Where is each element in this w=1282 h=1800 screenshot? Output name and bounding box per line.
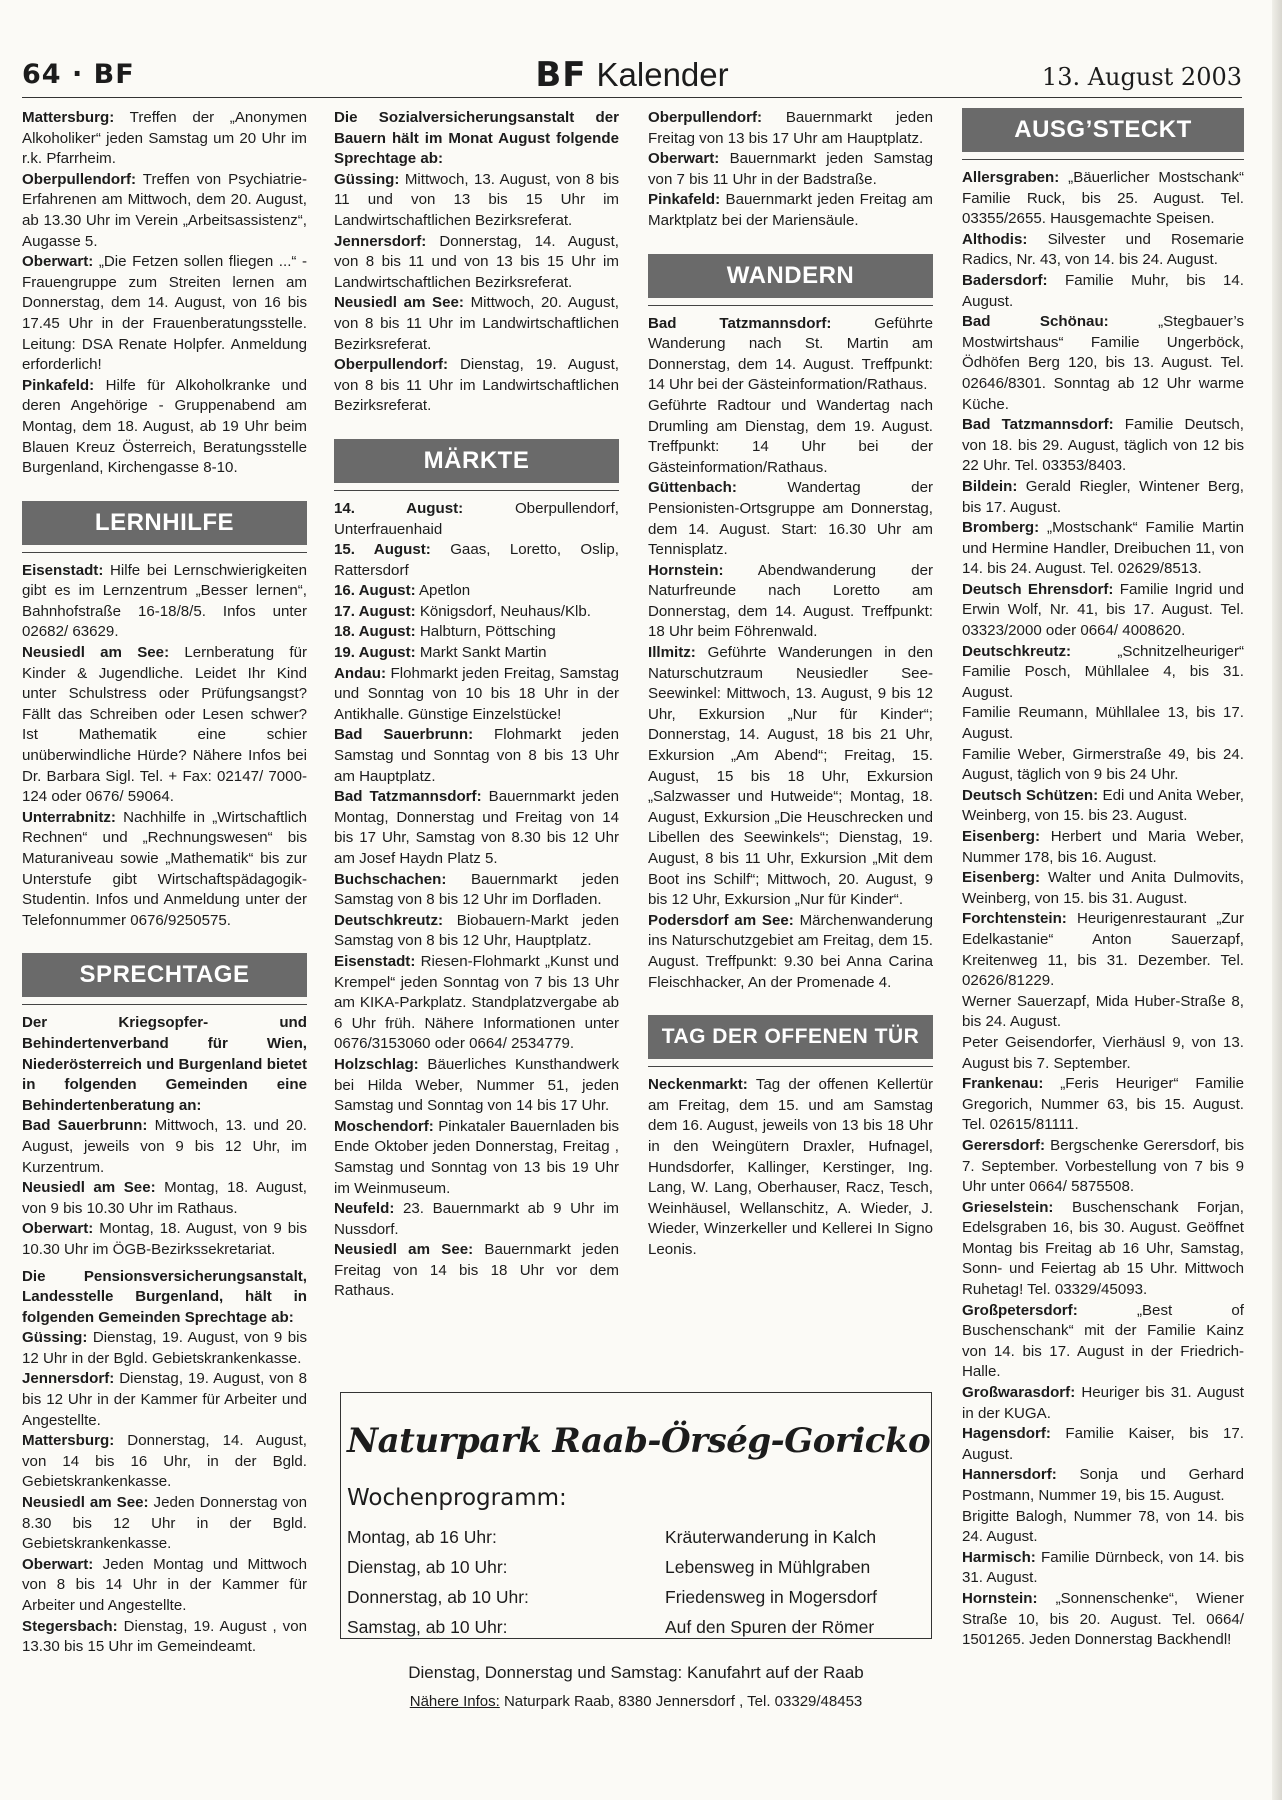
entry	[334, 1240, 619, 1302]
entry-text: „Mostschank“ Familie Martin und Hermine Handler, Dreibuchen 11, von 14. bis 24. August. Tel. 02629/8513.	[962, 519, 1244, 578]
entry-place: Bad Tatzmannsdorf:	[334, 788, 482, 806]
entry-place: Deutschkreutz:	[962, 642, 1072, 660]
entry	[334, 1055, 619, 1117]
section-wandern	[648, 254, 933, 994]
entry-text: Nachhilfe in „Wirtschaftlich Rechnen“ und „Rechnungswesen“ bis Maturaniveau sowie „Mathematik“ bis zur Unterstufe gibt Wirtschaftspädagogik-Studentin. Infos und Anmeldung unter der Telefonnummer 0676/9250575.	[22, 808, 307, 929]
svb-intro: Die Sozialversicherungsanstalt der Bauern hält im Monat August folgende Sprechtage ab:	[334, 109, 619, 168]
entry	[648, 396, 933, 478]
entry-text: Donnerstag, 14. August, von 14 bis 16 Uhr, in der Bgld. Gebietskrankenkasse.	[22, 1432, 307, 1491]
entry-place: 18. August:	[334, 623, 416, 641]
entry-place: Eisenberg:	[962, 828, 1041, 845]
entry-text: Jeden Donnerstag von 8.30 bis 12 Uhr in der Bgld. Gebietskrankenkasse.	[22, 1494, 308, 1553]
entry-place: Bad Sauerbrunn:	[22, 1117, 148, 1135]
entry-place: Bad Schönau:	[962, 313, 1109, 331]
entry	[334, 232, 619, 294]
entry	[334, 622, 619, 643]
entry	[648, 478, 933, 560]
entry	[962, 1074, 1244, 1136]
entry-place: Jennersdorf:	[22, 1370, 115, 1388]
entry	[334, 602, 619, 623]
entry-place: Moschendorf:	[334, 1117, 434, 1135]
page-gutter-shadow	[1272, 0, 1282, 1800]
entry-place: Pinkafeld:	[22, 376, 95, 394]
entry	[962, 230, 1244, 271]
entry-place: Oberwart:	[648, 150, 720, 168]
entry-place: Neckenmarkt:	[648, 1076, 748, 1094]
entry-place: Deutsch Schützen:	[962, 786, 1099, 804]
entry	[334, 952, 619, 1055]
entry-text: Walter und Anita Dulmovits, Weinberg, von 15. bis 31. August.	[962, 869, 1244, 907]
entry-text: „Die Fetzen sollen fliegen ...“ - Frauengruppe zum Streiten lernen am Donnerstag, dem 14. August, von 16 bis 17.45 Uhr in der Frauenberatungsstelle. Leitung: DSA Renate Holpfer. Anmeldung erforderlich!	[22, 253, 307, 374]
entry-text: Flohmarkt jeden Samstag und Sonntag von 8 bis 13 Uhr am Hauptplatz.	[334, 726, 619, 785]
ad-info	[341, 1693, 931, 1710]
entry-text: „Schnitzelheuriger“ Familie Posch, Mühllalee 4, bis 31. August.	[962, 642, 1244, 701]
entry-place: Oberpullendorf:	[22, 170, 137, 188]
entry	[22, 1369, 307, 1431]
entry-text: Gaas, Loretto, Oslip, Rattersdorf	[334, 541, 619, 579]
entry-place: Bad Tatzmannsdorf:	[962, 416, 1114, 434]
entry-place: Mattersburg:	[22, 109, 115, 126]
entry-place: Frankenau:	[962, 1075, 1044, 1093]
entry	[22, 1178, 307, 1219]
entry-place: Güssing:	[334, 170, 400, 188]
entry-place: Oberwart:	[22, 1220, 94, 1238]
info-text: Naturpark Raab, 8380 Jennersdorf , Tel. 03329/48453	[499, 1693, 863, 1710]
entry-text: „Bäuerlicher Mostschank“ Familie Ruck, bis 25. August. Tel. 03355/2655. Hausgemachte Speisen.	[962, 169, 1244, 228]
entry	[22, 1431, 307, 1493]
entry	[962, 642, 1244, 704]
section-lernhilfe	[22, 501, 307, 932]
entry	[334, 911, 619, 952]
entry-place: 16. August:	[334, 582, 416, 600]
entry	[962, 1465, 1244, 1506]
entry-text: Familie Muhr, bis 14. August.	[962, 271, 1244, 310]
entry-text: Familie Dürnbeck, von 14. bis 31. August.	[962, 1548, 1244, 1587]
info-label: Nähere Infos:	[409, 1693, 500, 1710]
entry-place: Buchschachen:	[334, 870, 447, 888]
entry	[962, 312, 1244, 415]
entry-text: Gerald Riegler, Wintener Berg, bis 17. August.	[962, 477, 1244, 516]
entry-place: Eisenberg:	[962, 869, 1041, 887]
svb-list	[334, 170, 619, 417]
header-rule	[22, 97, 1242, 98]
entry	[962, 1548, 1244, 1589]
entry-place: Andau:	[334, 664, 386, 682]
entry	[334, 664, 619, 726]
entry-place: Großwarasdorf:	[962, 1384, 1076, 1402]
column-3	[648, 108, 933, 1261]
entry-place: Deutsch Ehrensdorf:	[962, 580, 1114, 598]
program-row: Donnerstag, ab 10 Uhr: Friedensweg in Mogersdorf	[347, 1587, 878, 1607]
col3-intro-list	[648, 108, 933, 232]
entry	[334, 725, 619, 787]
entry-place: Neufeld:	[334, 1200, 395, 1218]
entry-text: Wandertag der Pensionisten-Ortsgruppe am Donnerstag, dem 14. August. Start: 16.30 Uhr am Tennisplatz.	[648, 479, 933, 559]
entry-text: Jeden Montag und Mittwoch von 8 bis 14 Uhr in der Kammer für Arbeiter und Angestellte.	[22, 1555, 307, 1614]
entry-place: 17. August:	[334, 602, 416, 620]
entry	[962, 580, 1244, 642]
entry-text: Herbert und Maria Weber, Nummer 178, bis 16. August.	[962, 828, 1244, 866]
entry	[962, 477, 1244, 518]
entry-place: Großpetersdorf:	[962, 1301, 1078, 1319]
entry	[22, 1219, 307, 1260]
entry-text: Dienstag, 19. August, von 8 bis 11 Uhr im Landwirtschaftlichen Bezirksreferat.	[334, 356, 619, 415]
entry	[962, 1589, 1244, 1651]
entry-text: Montag, 18. August, von 9 bis 10.30 Uhr im ÖGB-Bezirkssekretariat.	[22, 1220, 307, 1258]
section-maerkte	[334, 439, 619, 1302]
section-header-tag: TAG DER OFFENEN TÜR	[648, 1015, 933, 1059]
entry-place: Althodis:	[962, 230, 1028, 248]
entry-place: Allersgraben:	[962, 169, 1060, 186]
sprechtage-list-2	[22, 1328, 307, 1658]
entry-text: Montag, 18. August, von 9 bis 10.30 Uhr im Rathaus.	[22, 1179, 308, 1217]
tag-list	[648, 1075, 933, 1260]
entry	[334, 1117, 619, 1199]
entry-place: Hagensdorf:	[962, 1425, 1051, 1443]
title-word: Kalender	[596, 56, 729, 93]
entry-place: Güssing:	[22, 1329, 88, 1347]
entry-text: „Sonnenschenke“, Wiener Straße 10, bis 20. August. Tel. 0664/ 1501265. Jeden Donnerstag Backhendl!	[962, 1589, 1244, 1649]
entry-text: Königsdorf, Neuhaus/Klb.	[415, 602, 591, 620]
entry	[648, 1075, 933, 1260]
entry-text: Familie Reumann, Mühllalee 13, bis 17. August.	[962, 704, 1244, 743]
entry-place: Grieselstein:	[962, 1198, 1054, 1216]
entry	[334, 170, 619, 232]
entry	[962, 518, 1244, 580]
entry	[334, 870, 619, 911]
entry-place: Badersdorf:	[962, 271, 1048, 289]
entry	[648, 561, 933, 643]
wandern-list	[648, 314, 933, 994]
entry-text: Treffen der „Anonymen Alkoholiker“ jeden Samstag um 20 Uhr im r.k. Pfarrheim.	[22, 109, 307, 168]
entry-text: Hilfe für Alkoholkranke und deren Angehörige - Gruppenabend am Montag, dem 18. August, ab 19 Uhr beim Blauen Kreuz Österreich, Beratungsstelle Burgenland, Kirchengasse 8-10.	[22, 376, 307, 477]
entry-text: Familie Kaiser, bis 17. August.	[962, 1425, 1244, 1463]
entry-text: Bauernmarkt jeden Freitag von 13 bis 17 Uhr am Hauptplatz.	[648, 109, 933, 147]
entry-place: 14. August:	[334, 499, 464, 517]
entry-text: Bauernmarkt jeden Samstag von 8 bis 12 Uhr im Dorfladen.	[334, 870, 619, 909]
entry	[22, 1617, 307, 1658]
entry-place: Bildein:	[962, 477, 1018, 495]
page-header	[22, 55, 1242, 99]
entry-text: Geführte Wanderung nach St. Martin am Donnerstag, dem 14. August. Treffpunkt: 14 Uhr bei der Gästeinformation/Rathaus.	[648, 314, 933, 394]
entry	[962, 827, 1244, 868]
section-header-ausgsteckt: AUSG’STECKT	[962, 108, 1244, 152]
entry-text: Hilfe bei Lernschwierigkeiten gibt es im Lernzentrum „Besser lernen“, Bahnhofstraße 16-18/8/5. Infos unter 02682/ 63629.	[22, 561, 307, 641]
ad-program-table	[347, 1527, 927, 1647]
entry-text: Heurigenrestaurant „Zur Edelkastanie“ Anton Sauerzapf, Kreitenweg 11, bis 31. Dezember. Tel. 02626/81229.	[962, 910, 1244, 990]
entry-text: Markt Sankt Martin	[415, 644, 547, 662]
entry-place: Neusiedl am See:	[22, 1179, 156, 1197]
entry-text: 23. Bauernmarkt ab 9 Uhr im Nussdorf.	[334, 1200, 619, 1238]
entry-place: Bromberg:	[962, 519, 1040, 537]
entry-text: Märchenwanderung ins Naturschutzgebiet am Freitag, dem 15. August. Treffpunkt: 9.30 bei Anna Carina Fleischhacker, An der Promenade 4.	[648, 911, 933, 991]
entry-text: Brigitte Balogh, Nummer 78, von 14. bis 24. August.	[962, 1507, 1244, 1546]
entry-place: Hornstein:	[648, 561, 724, 579]
entry-text: Familie Deutsch, von 18. bis 29. August, täglich von 12 bis 22 Uhr. Tel. 03353/8403.	[962, 416, 1245, 475]
entry-place: Bad Sauerbrunn:	[334, 726, 474, 744]
entry-place: 15. August:	[334, 541, 431, 559]
entry-place: Pinkafeld:	[648, 191, 721, 209]
entry-text: Geführte Radtour und Wandertag nach Drumling am Dienstag, dem 19. August. Treffpunkt: 14 Uhr bei der Gästeinformation/Rathaus.	[648, 396, 933, 476]
title-abbr: BF	[535, 55, 587, 95]
issue-date: 13. August 2003	[1041, 63, 1242, 91]
entry-text: Edi und Anita Weber, Weinberg, von 15. bis 23. August.	[962, 786, 1244, 825]
entry	[334, 499, 619, 540]
ad-subtitle: Wochenprogramm:	[347, 1485, 567, 1511]
entry-place: Neusiedl am See:	[22, 644, 170, 662]
entry-text: Bergschenke Gerersdorf, bis 7. September. Vorbestellung von 7 bis 9 Uhr unter 0664/ 5875508.	[962, 1136, 1244, 1196]
entry-place: Oberpullendorf:	[648, 109, 763, 126]
entry-place: Mattersburg:	[22, 1432, 115, 1450]
entry-text: Mittwoch, 20. August, von 8 bis 11 Uhr im Landwirtschaftlichen Bezirksreferat.	[334, 294, 619, 353]
section-ausgsteckt	[962, 108, 1244, 1651]
maerkte-list	[334, 499, 619, 1302]
entry-text: Werner Sauerzapf, Mida Huber-Straße 8, bis 24. August.	[962, 992, 1244, 1031]
entry-text: Biobauern-Markt jeden Samstag von 8 bis 12 Uhr, Hauptplatz.	[334, 911, 619, 950]
entry-place: Harmisch:	[962, 1548, 1036, 1566]
entry-place: Neusiedl am See:	[334, 1241, 474, 1259]
entry-place: Güttenbach:	[648, 479, 737, 497]
entry	[334, 540, 619, 581]
entry-place: Deutschkreutz:	[334, 911, 444, 929]
entry	[962, 1424, 1244, 1465]
entry-text: Bauernmarkt jeden Montag, Donnerstag und Freitag von 14 bis 17 Uhr, Samstag von 8.30 bis 12 Uhr am Josef Haydn Platz 5.	[334, 788, 619, 867]
entry	[962, 868, 1244, 909]
entry-text: Bauernmarkt jeden Freitag am Marktplatz bei der Mariensäule.	[648, 191, 933, 229]
entry-text: Apetlon	[415, 582, 471, 600]
entry	[22, 1116, 307, 1178]
entry	[962, 992, 1244, 1033]
entry-place: Hannersdorf:	[962, 1466, 1057, 1484]
entry-place: Eisenstadt:	[22, 561, 104, 579]
entry	[648, 108, 933, 149]
entry	[962, 745, 1244, 786]
entry	[22, 808, 307, 932]
entry-text: Silvester und Rosemarie Radics, Nr. 43, von 14. bis 24. August.	[962, 230, 1244, 269]
entry-place: Unterrabnitz:	[22, 808, 116, 826]
entry	[22, 108, 307, 170]
entry	[22, 1493, 307, 1555]
entry	[962, 786, 1244, 827]
entry-text: Mittwoch, 13. August, von 8 bis 11 und von 13 bis 15 Uhr im Landwirtschaftlichen Bezirksreferat.	[334, 170, 619, 229]
entry	[962, 271, 1244, 312]
section-header-wandern: WANDERN	[648, 254, 933, 298]
ad-title: Naturpark Raab-Örség-Goricko	[347, 1421, 931, 1461]
entry-text: Donnerstag, 14. August, von 8 bis 11 und von 13 bis 15 Uhr im Landwirtschaftlichen Bezirksreferat.	[334, 232, 619, 291]
entry	[22, 643, 307, 808]
entry-place: 19. August:	[334, 644, 416, 662]
entry	[962, 1198, 1244, 1301]
entry-text: Dienstag, 19. August, von 8 bis 12 Uhr in der Kammer für Arbeiter und Angestellte.	[22, 1370, 307, 1429]
entry	[648, 190, 933, 231]
entry	[962, 415, 1244, 477]
entry-text: Riesen-Flohmarkt „Kunst und Krempel“ jeden Sonntag von 7 bis 13 Uhr am KIKA-Parkplatz. Standplatzvergabe ab 6 Uhr früh. Nähere Informationen unter 0676/3153060 oder 0664/ 2534779.	[334, 952, 619, 1053]
entry-text: Pinkataler Bauernladen bis Ende Oktober jeden Donnerstag, Freitag , Samstag und Sonntag von 13 bis 19 Uhr im Weinmuseum.	[334, 1117, 619, 1197]
entry	[962, 1383, 1244, 1424]
entry-text: Bauernmarkt jeden Freitag von 14 bis 18 Uhr vor dem Rathaus.	[334, 1241, 619, 1300]
sprechtage-intro-1: Der Kriegsopfer- und Behindertenverband für Wien, Niederösterreich und Burgenland bietet in folgenden Gemeinden eine Behindertenberatung an:	[22, 1014, 307, 1114]
program-row: Dienstag, ab 10 Uhr: Lebensweg in Mühlgraben	[347, 1557, 871, 1577]
entry	[334, 293, 619, 355]
sprechtage-intro-2: Die Pensionsversicherungsanstalt, Landesstelle Burgenland, hält in folgenden Gemeinden Sprechtage ab:	[22, 1267, 307, 1326]
entry	[648, 643, 933, 911]
entry-place: Forchtenstein:	[962, 910, 1067, 928]
entry-place: Podersdorf am See:	[648, 911, 794, 929]
intro-list	[22, 108, 307, 479]
entry-text: Geführte Wanderungen in den Naturschutzraum Neusiedler See-Seewinkel: Mittwoch, 13. August, 9 bis 12 Uhr, Exkursion „Nur für Kinder“; Donnerstag, 14. August, 18 bis 21 Uhr, Exkursion „Am Abend“; Freitag, 15. August, 15 bis 18 Uhr, Exkursion „Salzwasser und Hutweide“; Montag, 18. August, Exkursion „Die Heuschrecken und Libellen des Seewinkels“; Dienstag, 19. August, 8 bis 11 Uhr, Exkursion „Mit dem Boot ins Schilf“; Mittwoch, 20. August, 9 bis 12 Uhr, Exkursion „Nur für Kinder“.	[648, 644, 933, 909]
entry-place: Jennersdorf:	[334, 232, 427, 250]
entry	[962, 1033, 1244, 1074]
entry-text: Bäuerliches Kunsthandwerk bei Hilda Weber, Nummer 51, jeden Samstag und Sonntag von 14 bis 17 Uhr.	[334, 1055, 619, 1115]
entry-text: Dienstag, 19. August , von 13.30 bis 15 Uhr im Gemeindeamt.	[22, 1617, 307, 1656]
entry-place: Holzschlag:	[334, 1055, 419, 1073]
entry-place: Hornstein:	[962, 1589, 1038, 1607]
entry-place: Oberwart:	[22, 253, 94, 271]
program-row: Samstag, ab 10 Uhr: Auf den Spuren der Römer	[347, 1617, 875, 1637]
entry	[962, 703, 1244, 744]
entry	[334, 355, 619, 417]
entry	[334, 643, 619, 664]
section-sprechtage	[22, 953, 307, 1657]
entry-place: Illmitz:	[648, 644, 696, 662]
entry-text: Halbturn, Pöttsching	[415, 623, 556, 641]
entry-text: Familie Weber, Girmerstraße 49, bis 24. August, täglich von 9 bis 24 Uhr.	[962, 745, 1244, 784]
entry-place: Neusiedl am See:	[22, 1494, 149, 1512]
entry	[22, 1328, 307, 1369]
section-header-maerkte: MÄRKTE	[334, 439, 619, 483]
entry-text: Lernberatung für Kinder & Jugendliche. Leidet Ihr Kind unter Schulstress oder Prüfungsangst? Fällt das Schreiben oder Lesen schwer? Ist Mathematik eine schier unüberwindliche Hürde? Nähere Infos bei Dr. Barbara Sigl. Tel. + Fax: 02147/ 7000-124 oder 0676/ 59064.	[22, 644, 307, 806]
entry-text: Buschenschank Forjan, Edelsgraben 16, bis 30. August. Geöffnet Montag bis Freitag ab 16 Uhr, Samstag, Sonn- und Feiertag ab 15 Uhr. Mittwoch Ruhetag! Tel. 03329/45093.	[962, 1198, 1244, 1299]
entry-place: Oberpullendorf:	[334, 356, 449, 374]
program-row: Montag, ab 16 Uhr: Kräuterwanderung in Kalch	[347, 1527, 877, 1547]
entry	[334, 787, 619, 869]
sprechtage-list-1	[22, 1116, 307, 1260]
entry	[962, 1301, 1244, 1383]
column-1	[22, 108, 307, 1658]
column-4	[962, 108, 1244, 1651]
entry	[22, 1555, 307, 1617]
entry-text: Sonja und Gerhard Postmann, Nummer 19, bis 15. August.	[962, 1466, 1244, 1504]
entry-place: Stegersbach:	[22, 1617, 118, 1635]
entry-place: Eisenstadt:	[334, 952, 416, 970]
page-number: 64 · BF	[22, 59, 135, 90]
entry-place: Bad Tatzmannsdorf:	[648, 314, 832, 332]
entry-text: Peter Geisendorfer, Vierhäusl 9, von 13. August bis 7. September.	[962, 1033, 1244, 1072]
entry-text: Treffen von Psychiatrie-Erfahrenen am Mittwoch, dem 20. August, ab 13.30 Uhr im Verein „Arbeitsassistenz“, Augasse 5.	[22, 170, 307, 250]
entry	[22, 376, 307, 479]
entry-text: „Stegbauer’s Mostwirtshaus“ Familie Ungerböck, Ödhöfen Berg 120, bis 13. August. Tel. 02646/8301. Sonntag ab 12 Uhr warme Küche.	[962, 313, 1244, 413]
entry-text: Dienstag, 19. August, von 9 bis 12 Uhr in der Bgld. Gebietskrankenkasse.	[22, 1329, 307, 1367]
ausgsteckt-list	[962, 168, 1244, 1651]
entry-text: Abendwanderung der Naturfreunde nach Loretto am Donnerstag, dem 14. August. Treffpunkt: 18 Uhr beim Föhrenwald.	[648, 561, 933, 641]
entry-text: Familie Ingrid und Erwin Wolf, Nr. 41, bis 17. August. Tel. 03323/2000 oder 0664/ 4008620.	[962, 580, 1244, 640]
entry	[22, 170, 307, 252]
entry-text: Oberpullendorf, Unterfrauenhaid	[334, 499, 619, 538]
entry-text: „Feris Heuriger“ Familie Gregorich, Nummer 63, bis 15. August. Tel. 02615/81111.	[962, 1075, 1244, 1134]
entry	[334, 581, 619, 602]
entry	[962, 1136, 1244, 1198]
entry	[962, 909, 1244, 991]
ad-footer: Dienstag, Donnerstag und Samstag: Kanufahrt auf der Raab	[408, 1663, 864, 1682]
entry	[962, 1507, 1244, 1548]
entry-text: Bauernmarkt jeden Samstag von 7 bis 11 Uhr in der Badstraße.	[648, 150, 933, 188]
entry	[648, 911, 933, 993]
entry	[334, 1199, 619, 1240]
entry-place: Gerersdorf:	[962, 1136, 1046, 1154]
entry-place: Neusiedl am See:	[334, 294, 464, 312]
column-2	[334, 108, 619, 1302]
section-header-lernhilfe: LERNHILFE	[22, 501, 307, 545]
entry-text: Heuriger bis 31. August in der KUGA.	[962, 1384, 1244, 1422]
entry-place: Oberwart:	[22, 1555, 94, 1573]
entry	[22, 561, 307, 643]
entry	[962, 168, 1244, 230]
entry-text: „Best of Buschenschank“ mit der Familie Kainz von 14. bis 17. August in der Friedrich-Halle.	[962, 1301, 1244, 1381]
section-tag-der-offenen-tuer	[648, 1015, 933, 1260]
entry	[648, 314, 933, 396]
entry	[22, 252, 307, 376]
naturpark-advertisement	[340, 1392, 932, 1710]
entry	[648, 149, 933, 190]
entry-text: Tag der offenen Kellertür am Freitag, dem 15. und am Samstag dem 16. August, jeweils von 13 bis 18 Uhr in den Weingütern Draxler, Hufnagel, Hundsdorfer, Kallinger, Kerstinger, Ing. Lang, W. Lang, Oberhauser, Racz, Tesch, Weinhäusel, Wellanschitz, A. Wieder, J. Wieder, Winzerkeller und Kellerei In Signo Leonis.	[648, 1076, 933, 1258]
entry-text: Mittwoch, 13. und 20. August, jeweils von 9 bis 12 Uhr, im Kurzentrum.	[22, 1117, 307, 1176]
entry-text: Flohmarkt jeden Freitag, Samstag und Sonntag von 10 bis 18 Uhr in der Antikhalle. Günstige Einzelstücke!	[334, 664, 619, 723]
section-header-sprechtage: SPRECHTAGE	[22, 953, 307, 997]
lernhilfe-list	[22, 561, 307, 932]
